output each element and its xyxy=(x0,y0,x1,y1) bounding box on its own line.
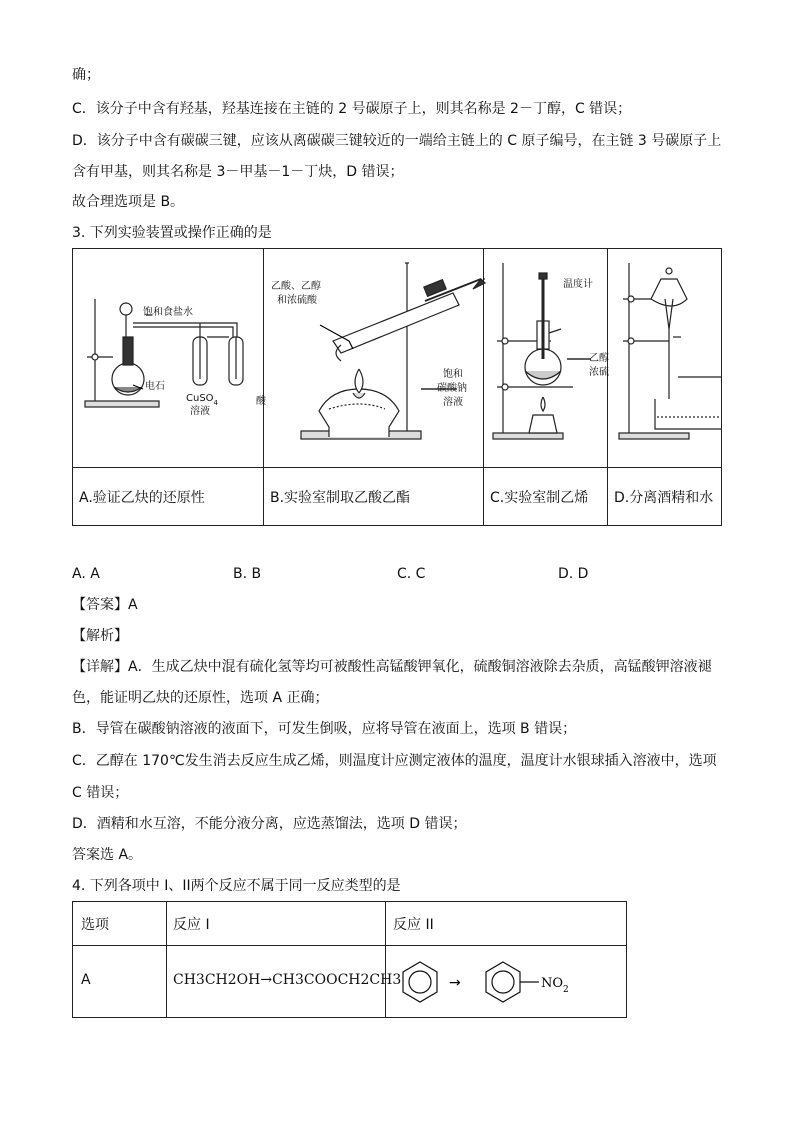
table-cell-option: A xyxy=(81,972,91,988)
detail-line: 【详解】A．生成乙炔中混有硫化氢等均可被酸性高锰酸钾氧化，硫酸铜溶液除去杂质，高锰酸钾溶液褪 xyxy=(72,659,712,675)
label-cut-off: 酸 xyxy=(256,396,266,407)
question-4: 4. 下列各项中 I、II两个反应不属于同一反应类型的是 xyxy=(72,878,401,894)
label-conc-sulfuric: 浓硫 xyxy=(589,367,609,378)
label-cuso4-solution: 溶液 xyxy=(190,406,210,417)
analysis-heading: 【解析】 xyxy=(72,628,128,644)
panel-d-drawing xyxy=(619,263,721,439)
text-line: C．该分子中含有羟基，羟基连接在主链的 2 号碳原子上，则其名称是 2－丁醇，C 错误； xyxy=(72,101,632,117)
reaction-table xyxy=(72,901,627,1018)
nitro-group-label: $NO_2$ xyxy=(541,976,569,995)
option-d: D. D xyxy=(558,566,589,582)
caption-a: A.验证乙炔的还原性 xyxy=(73,467,264,525)
apparatus-figure xyxy=(72,248,722,526)
detail-line: 色，能证明乙炔的还原性，选项 A 正确； xyxy=(72,690,329,706)
detail-line: D．酒精和水互溶，不能分液分离，应选蒸馏法，选项 D 错误； xyxy=(72,816,467,832)
label-na2co3-3: 溶液 xyxy=(443,397,463,408)
label-na2co3-2: 碳酸钠 xyxy=(437,383,467,394)
apparatus-drawing xyxy=(73,249,721,467)
label-ethanol: 乙醇 xyxy=(589,353,609,364)
text-line: 确； xyxy=(72,67,100,83)
label-saturated-brine: 饱和食盐水 xyxy=(143,307,193,318)
caption-b: B.实验室制取乙酸乙酯 xyxy=(264,467,484,525)
detail-line: C．乙醇在 170℃发生消去反应生成乙烯，则温度计应测定液体的温度，温度计水银球插入溶液中，选项 xyxy=(72,753,717,769)
table-header-reaction-2: 反应 II xyxy=(393,917,434,933)
option-b: B. B xyxy=(233,566,262,582)
label-reagents-2: 和浓硫酸 xyxy=(277,295,317,306)
benzene-ring-icon xyxy=(403,962,437,1002)
label-reagents-1: 乙酸、乙醇 xyxy=(271,281,321,292)
detail-line: C 错误； xyxy=(72,785,129,801)
table-header-reaction-1: 反应 I xyxy=(173,917,210,933)
label-calcium-carbide: 电石 xyxy=(145,381,165,392)
detail-line: B．导管在碳酸钠溶液的液面下，可发生倒吸，应将导管在液面上，选项 B 错误； xyxy=(72,721,577,737)
nitrobenzene-ring-icon xyxy=(486,962,520,1002)
table-header-option: 选项 xyxy=(81,917,109,933)
option-a: A. A xyxy=(72,566,100,582)
text-line: D．该分子中含有碳碳三键，应该从离碳碳三键较近的一端给主链上的 C 原子编号，在主链 3 号碳原子上 xyxy=(72,133,722,149)
caption-d: D.分离酒精和水 xyxy=(608,467,721,525)
panel-b-drawing xyxy=(301,263,485,439)
detail-line: 答案选 A。 xyxy=(72,847,143,863)
text-line: 故合理选项是 B。 xyxy=(72,194,185,210)
label-thermometer: 温度计 xyxy=(563,279,593,290)
table-cell-reaction-1: CH3CH2OH→CH3COOCH2CH3 xyxy=(173,972,402,988)
option-c: C. C xyxy=(397,566,426,582)
table-cell-reaction-2 xyxy=(393,952,623,1012)
question-3: 3. 下列实验装置或操作正确的是 xyxy=(72,225,272,241)
label-cuso4: CuSO$_4$ xyxy=(186,393,219,407)
reaction-arrow: → xyxy=(449,975,461,991)
caption-c: C.实验室制乙烯 xyxy=(484,467,608,525)
benzene-nitration-structures xyxy=(393,952,623,1012)
answer: 【答案】A xyxy=(72,597,138,613)
text-line: 含有甲基，则其名称是 3－甲基－1－丁炔，D 错误； xyxy=(72,164,404,180)
label-na2co3-1: 饱和 xyxy=(443,369,463,380)
